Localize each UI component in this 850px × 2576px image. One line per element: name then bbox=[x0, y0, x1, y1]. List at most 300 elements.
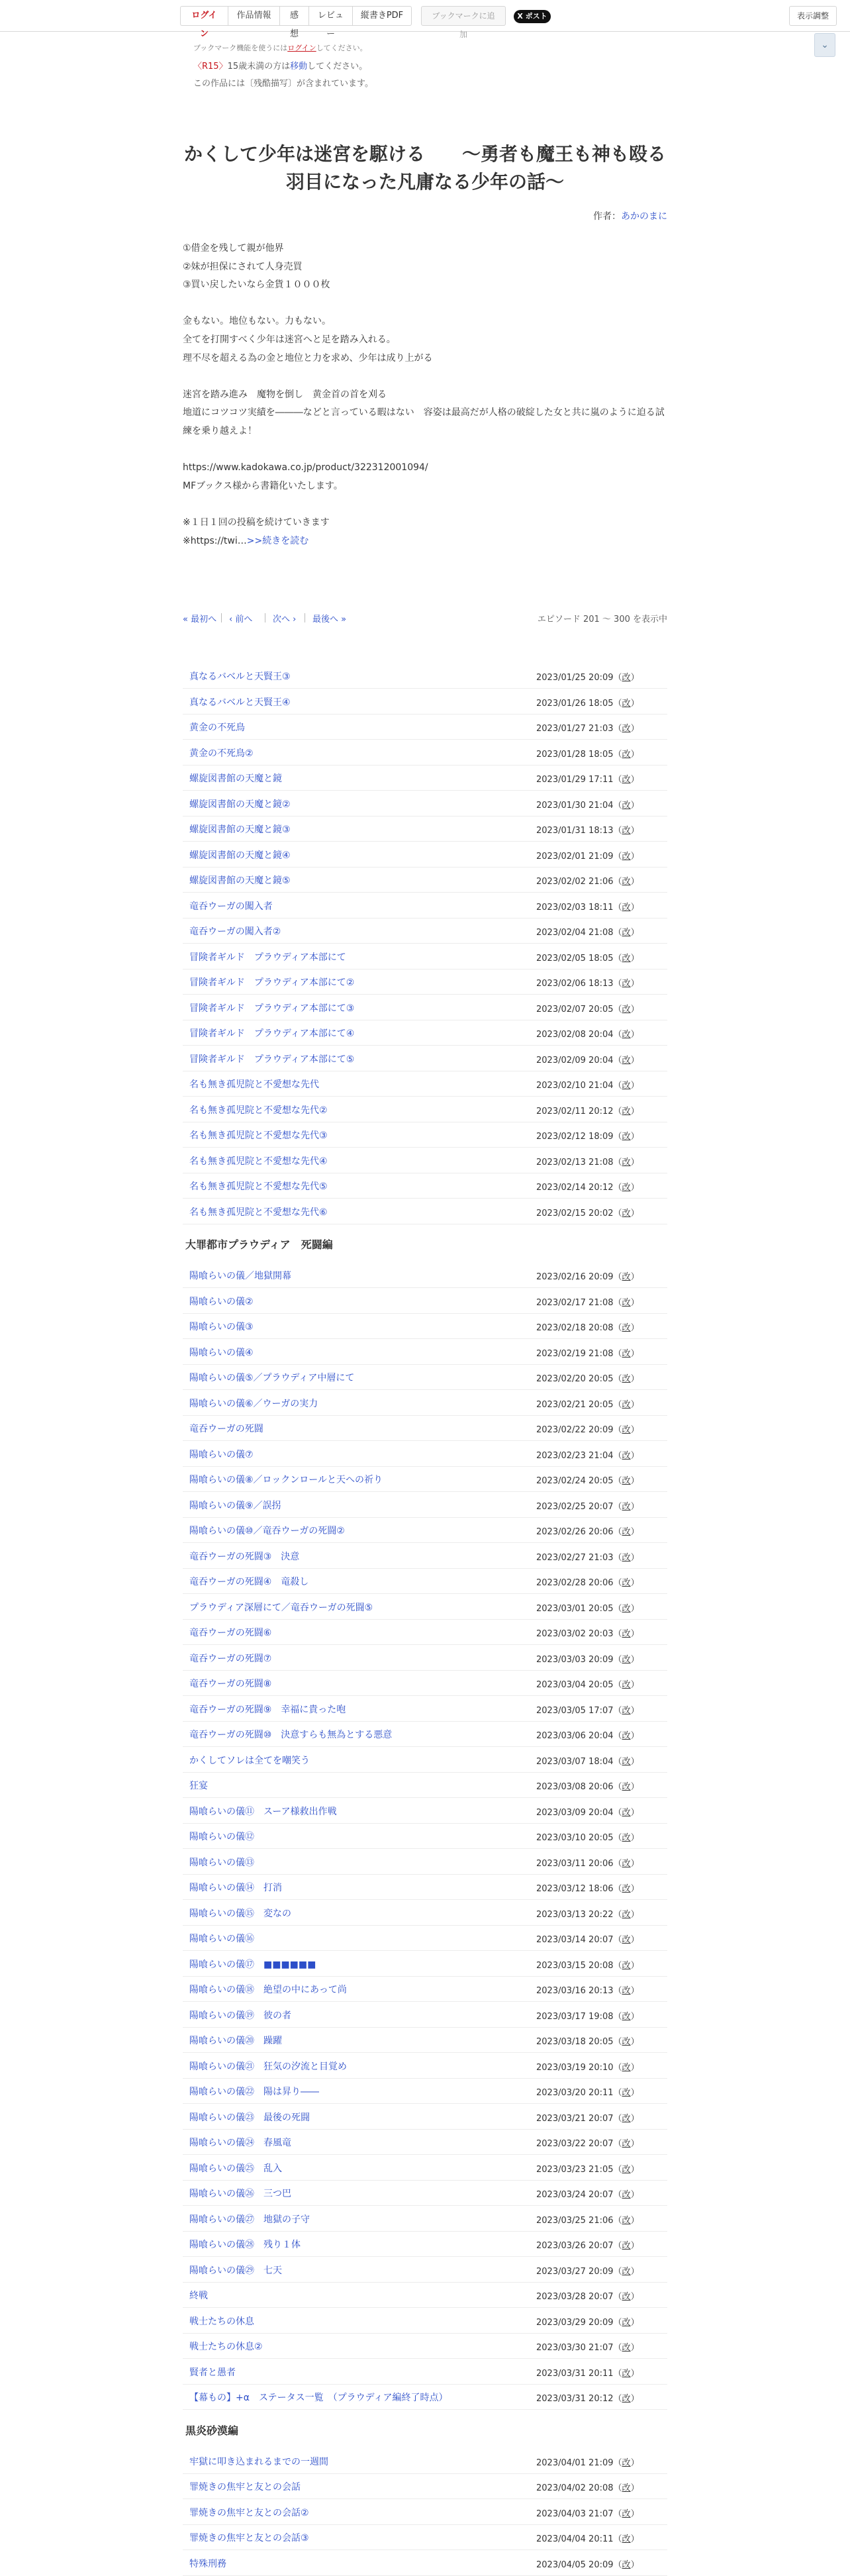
episode-title-link[interactable]: 陽喰らいの儀⑤／プラウディア中層にて bbox=[189, 1373, 355, 1383]
episode-date bbox=[536, 1728, 639, 1741]
episode-title-link[interactable]: 賢者と愚者 bbox=[189, 2367, 236, 2378]
revised-mark[interactable]: 改 bbox=[622, 1986, 631, 1996]
episode-row bbox=[183, 2155, 667, 2181]
episode-row bbox=[183, 791, 667, 817]
revised-mark[interactable]: 改 bbox=[622, 1272, 631, 1282]
episode-title-link[interactable]: 陽喰らいの儀⑧／ロックンロールと天への祈り bbox=[189, 1475, 383, 1485]
episode-title-link[interactable]: 螺旋図書館の天魔と鏡③ bbox=[189, 824, 291, 835]
episode-date-text: 2023/03/30 21:07 bbox=[536, 2343, 614, 2353]
revised-mark[interactable]: 改 bbox=[622, 2457, 631, 2468]
episode-title-link[interactable]: 狂宴 bbox=[189, 1781, 208, 1791]
paren: （ bbox=[613, 1960, 622, 1971]
episode-row bbox=[183, 2130, 667, 2155]
episode-title-link[interactable]: 螺旋図書館の天魔と鏡② bbox=[189, 799, 291, 810]
notice-area bbox=[193, 42, 670, 93]
episode-title-link[interactable]: 陽喰らいの儀⑳ 躁躍 bbox=[189, 2036, 282, 2046]
r15-move-link[interactable]: 移動 bbox=[290, 62, 308, 72]
episode-date-text: 2023/03/29 20:09 bbox=[536, 2317, 614, 2328]
revised-mark[interactable]: 改 bbox=[622, 1705, 631, 1716]
episode-title-link[interactable]: 陽喰らいの儀⑰ ■■■■■■ bbox=[189, 1959, 316, 1970]
episode-row bbox=[183, 766, 667, 791]
paren: ） bbox=[630, 673, 639, 683]
revised-mark[interactable]: 改 bbox=[622, 1603, 631, 1614]
episode-title-link[interactable]: プラウディア深層にて／竜吞ウーガの死闘⑤ bbox=[189, 1602, 373, 1613]
episode-title-link[interactable]: 罪焼きの焦牢と友との会話② bbox=[189, 2507, 309, 2518]
paren: ） bbox=[630, 1323, 639, 1333]
episode-date-text: 2023/03/20 20:11 bbox=[536, 2088, 614, 2098]
episode-date-text: 2023/02/02 21:06 bbox=[536, 877, 614, 887]
paren: （ bbox=[613, 851, 622, 862]
episode-title-link[interactable]: 螺旋図書館の天魔と鏡④ bbox=[189, 850, 291, 861]
paren: ） bbox=[630, 1909, 639, 1920]
episode-title-link[interactable]: 陽喰らいの儀④ bbox=[189, 1347, 254, 1358]
episode-title-link[interactable]: 竜吞ウーガの死闘③ 決意 bbox=[189, 1551, 300, 1562]
episode-date-text: 2023/02/20 20:05 bbox=[536, 1374, 614, 1384]
next-page-link[interactable]: 次へ › bbox=[273, 615, 297, 624]
paren: （ bbox=[613, 1782, 622, 1792]
revised-mark[interactable]: 改 bbox=[622, 2190, 631, 2200]
episode-date bbox=[536, 1027, 639, 1040]
episode-date-text: 2023/03/02 20:03 bbox=[536, 1629, 614, 1639]
episode-row bbox=[183, 1773, 667, 1798]
synopsis-line: 金もない。地位もない。力もない。 bbox=[183, 316, 331, 327]
revised-mark[interactable]: 改 bbox=[622, 1450, 631, 1461]
episode-title-link[interactable]: 冒険者ギルド プラウディア本部にて⑤ bbox=[189, 1054, 355, 1065]
revised-mark[interactable]: 改 bbox=[622, 1833, 631, 1843]
episode-date-text: 2023/03/14 20:07 bbox=[536, 1935, 614, 1945]
episode-date-text: 2023/02/17 21:08 bbox=[536, 1297, 614, 1308]
episode-title-link[interactable]: 竜吞ウーガの闖入者② bbox=[189, 926, 281, 937]
episode-date bbox=[536, 1206, 639, 1218]
episode-date bbox=[536, 1754, 639, 1767]
paren: ） bbox=[630, 1807, 639, 1818]
paren: （ bbox=[613, 2508, 622, 2519]
pager bbox=[183, 612, 667, 628]
revised-mark[interactable]: 改 bbox=[622, 1578, 631, 1588]
episode-title-link[interactable]: かくしてソレは全てを嘲笑う bbox=[189, 1755, 310, 1766]
paren: ） bbox=[630, 2559, 639, 2570]
revised-mark[interactable]: 改 bbox=[622, 1323, 631, 1333]
episode-range: エピソード 201 〜 300 を表示中 bbox=[537, 615, 667, 624]
revised-mark[interactable]: 改 bbox=[622, 800, 631, 811]
episode-title-link[interactable]: 陽喰らいの儀⑱ 絶望の中にあって尚 bbox=[189, 1985, 347, 1995]
revised-mark[interactable]: 改 bbox=[622, 2534, 631, 2544]
episode-row bbox=[183, 2385, 667, 2410]
paren: ） bbox=[630, 2011, 639, 2022]
episode-title-link[interactable]: 陽喰らいの儀⑦ bbox=[189, 1449, 254, 1460]
episode-title-link[interactable]: 陽喰らいの儀⑫ bbox=[189, 1832, 254, 1842]
episode-title-link[interactable]: 竜吞ウーガの死闘⑧ bbox=[189, 1679, 272, 1689]
review-button[interactable]: レビュー bbox=[308, 6, 352, 26]
revised-mark[interactable]: 改 bbox=[622, 1157, 631, 1167]
revised-mark[interactable]: 改 bbox=[622, 877, 631, 887]
paren: （ bbox=[613, 1030, 622, 1040]
episode-title-link[interactable]: 陽喰らいの儀③ bbox=[189, 1322, 254, 1332]
episode-title-link[interactable]: 竜吞ウーガの死闘⑦ bbox=[189, 1653, 272, 1664]
episode-date-text: 2023/03/27 20:09 bbox=[536, 2266, 614, 2277]
paren: ） bbox=[630, 698, 639, 709]
paren: （ bbox=[613, 2062, 622, 2073]
revised-mark[interactable]: 改 bbox=[622, 953, 631, 964]
revised-mark[interactable]: 改 bbox=[622, 1731, 631, 1741]
episode-row bbox=[183, 2449, 667, 2474]
episode-row bbox=[183, 2500, 667, 2525]
episode-title-link[interactable]: 陽喰らいの儀⑪ スーア様救出作戦 bbox=[189, 1806, 337, 1817]
revised-mark[interactable]: 改 bbox=[622, 2292, 631, 2302]
revised-mark[interactable]: 改 bbox=[622, 1004, 631, 1015]
revised-mark[interactable]: 改 bbox=[622, 2343, 631, 2353]
episode-date bbox=[536, 747, 639, 760]
synopsis-line: 迷宮を踏み進み 魔物を倒し 黄金首の首を刈る bbox=[183, 389, 387, 400]
revised-mark[interactable]: 改 bbox=[622, 1501, 631, 1512]
episode-row bbox=[183, 1799, 667, 1824]
display-settings-button[interactable]: 表示調整 bbox=[789, 6, 837, 26]
revised-mark[interactable]: 改 bbox=[622, 1909, 631, 1920]
episode-title-link[interactable]: 陽喰らいの儀⑥／ウーガの実力 bbox=[189, 1398, 318, 1409]
paren: （ bbox=[613, 2457, 622, 2468]
login-button[interactable]: ログイン bbox=[180, 6, 228, 26]
episode-date-text: 2023/03/11 20:06 bbox=[536, 1858, 614, 1869]
revised-mark[interactable]: 改 bbox=[622, 1629, 631, 1639]
revised-mark[interactable]: 改 bbox=[622, 826, 631, 836]
revised-mark[interactable]: 改 bbox=[622, 2088, 631, 2098]
paren: ） bbox=[630, 1552, 639, 1563]
episode-date bbox=[536, 1499, 639, 1512]
paren: （ bbox=[613, 2088, 622, 2098]
impressions-button[interactable]: 感想 bbox=[279, 6, 308, 26]
episode-row bbox=[183, 842, 667, 867]
paren: ） bbox=[630, 1450, 639, 1461]
paren: ） bbox=[630, 2457, 639, 2468]
paren: ） bbox=[630, 1782, 639, 1792]
synopsis-line bbox=[183, 368, 667, 386]
vertical-pdf-button[interactable]: 縦書きPDF bbox=[352, 6, 412, 26]
episode-title-link[interactable]: 冒険者ギルド プラウディア本部にて bbox=[189, 952, 346, 963]
episode-date-text: 2023/02/11 20:12 bbox=[536, 1106, 614, 1116]
revised-mark[interactable]: 改 bbox=[622, 2394, 631, 2404]
episode-title-link[interactable]: 名も無き孤児院と不愛想な先代⑤ bbox=[189, 1181, 328, 1192]
revised-mark[interactable]: 改 bbox=[622, 1782, 631, 1792]
episode-title-link[interactable]: 陽喰らいの儀㉑ 狂気の汐流と目覚め bbox=[189, 2061, 347, 2072]
add-bookmark-button[interactable]: ブックマークに追加 bbox=[421, 6, 506, 26]
revised-mark[interactable]: 改 bbox=[622, 2317, 631, 2328]
episode-date-text: 2023/02/05 18:05 bbox=[536, 953, 614, 964]
episode-title-link[interactable]: 名も無き孤児院と不愛想な先代⑥ bbox=[189, 1207, 328, 1218]
revised-mark[interactable]: 改 bbox=[622, 1680, 631, 1690]
episode-row bbox=[183, 2308, 667, 2334]
episode-title-link[interactable]: 竜吞ウーガの死闘 bbox=[189, 1424, 263, 1434]
episode-title-link[interactable]: 竜吞ウーガの死闘⑥ bbox=[189, 1628, 272, 1638]
prev-page-link[interactable]: ‹ 前へ bbox=[229, 615, 253, 624]
paren: （ bbox=[613, 1272, 622, 1282]
paren: （ bbox=[613, 1157, 622, 1167]
episode-row bbox=[183, 1569, 667, 1594]
revised-mark[interactable]: 改 bbox=[622, 1858, 631, 1869]
episode-date-text: 2023/04/03 21:07 bbox=[536, 2508, 614, 2519]
episode-date-text: 2023/03/04 20:05 bbox=[536, 1680, 614, 1690]
episode-title-link[interactable]: 竜吞ウーガの死闘⑨ 幸福に貴った咆 bbox=[189, 1704, 346, 1715]
paren: ） bbox=[630, 1731, 639, 1741]
paren: ） bbox=[630, 2394, 639, 2404]
revised-mark[interactable]: 改 bbox=[622, 1884, 631, 1894]
revised-mark[interactable]: 改 bbox=[622, 2241, 631, 2251]
paren: ） bbox=[630, 851, 639, 862]
paren: ） bbox=[630, 1527, 639, 1537]
episode-date-text: 2023/02/10 21:04 bbox=[536, 1081, 614, 1091]
revised-mark[interactable]: 改 bbox=[622, 2215, 631, 2226]
revised-mark[interactable]: 改 bbox=[622, 673, 631, 683]
revised-mark[interactable]: 改 bbox=[622, 1106, 631, 1116]
episode-row bbox=[183, 2232, 667, 2257]
revised-mark[interactable]: 改 bbox=[622, 2266, 631, 2277]
revised-mark[interactable]: 改 bbox=[622, 1132, 631, 1142]
revised-mark[interactable]: 改 bbox=[622, 698, 631, 709]
revised-mark[interactable]: 改 bbox=[622, 2113, 631, 2124]
episode-title-link[interactable]: 陽喰らいの儀㉙ 七天 bbox=[189, 2265, 282, 2276]
episode-title-link[interactable]: 陽喰らいの儀㉔ 春風竜 bbox=[189, 2138, 291, 2148]
episode-row bbox=[183, 1046, 667, 1071]
paren: ） bbox=[630, 1425, 639, 1435]
episode-row bbox=[183, 1595, 667, 1620]
synopsis-line: ※１日１回の投稿を続けていきます bbox=[183, 517, 330, 528]
episode-date-text: 2023/02/28 20:06 bbox=[536, 1578, 614, 1588]
episode-title-link[interactable]: 陽喰らいの儀㉓ 最後の死闘 bbox=[189, 2112, 310, 2123]
paren: （ bbox=[613, 2011, 622, 2022]
episode-title-link[interactable]: 冒険者ギルド プラウディア本部にて④ bbox=[189, 1028, 355, 1039]
paren: （ bbox=[613, 2292, 622, 2302]
episode-title-link[interactable]: 名も無き孤児院と不愛想な先代② bbox=[189, 1105, 328, 1116]
paren: ） bbox=[630, 1705, 639, 1716]
revised-mark[interactable]: 改 bbox=[622, 1374, 631, 1384]
revised-mark[interactable]: 改 bbox=[622, 1552, 631, 1563]
episode-title-link[interactable]: 竜吞ウーガの闖入者 bbox=[189, 901, 273, 912]
episode-title-link[interactable]: 竜吞ウーガの死闘④ 竜殺し bbox=[189, 1577, 309, 1587]
revised-mark[interactable]: 改 bbox=[622, 851, 631, 862]
episode-date-text: 2023/01/31 18:13 bbox=[536, 826, 614, 836]
episode-row bbox=[183, 664, 667, 689]
episode-row bbox=[183, 1722, 667, 1747]
revised-mark[interactable]: 改 bbox=[622, 1807, 631, 1818]
paren: （ bbox=[613, 1884, 622, 1894]
revised-mark[interactable]: 改 bbox=[622, 724, 631, 734]
paren: （ bbox=[613, 775, 622, 785]
revised-mark[interactable]: 改 bbox=[622, 775, 631, 785]
paren: ） bbox=[630, 1208, 639, 1218]
paren: （ bbox=[613, 1756, 622, 1767]
paren: （ bbox=[613, 1476, 622, 1486]
episode-title-link[interactable]: 陽喰らいの儀㉘ 残り１体 bbox=[189, 2240, 301, 2250]
revised-mark[interactable]: 改 bbox=[622, 902, 631, 913]
episode-title-link[interactable]: 名も無き孤児院と不愛想な先代 bbox=[189, 1079, 319, 1090]
episode-title-link[interactable]: 【幕もの】+α ステータス一覧 （プラウディア編終了時点） bbox=[189, 2393, 448, 2403]
episode-title-link[interactable]: 陽喰らいの儀⑨／誤拐 bbox=[189, 1500, 281, 1511]
episode-date bbox=[536, 670, 639, 683]
paren: ） bbox=[630, 2292, 639, 2302]
episode-title-link[interactable]: 冒険者ギルド プラウディア本部にて③ bbox=[189, 1003, 355, 1014]
episode-date bbox=[536, 1779, 639, 1792]
revised-mark[interactable]: 改 bbox=[622, 2508, 631, 2519]
episode-title-link[interactable]: 名も無き孤児院と不愛想な先代③ bbox=[189, 1130, 328, 1141]
episode-row bbox=[183, 1493, 667, 1518]
episode-date-text: 2023/03/07 18:04 bbox=[536, 1756, 614, 1767]
episode-title-link[interactable]: 陽喰らいの儀⑲ 彼の者 bbox=[189, 2010, 291, 2021]
episode-title-link[interactable]: 黄金の不死鳥② bbox=[189, 748, 254, 759]
paren: ） bbox=[630, 1030, 639, 1040]
revised-mark[interactable]: 改 bbox=[622, 1527, 631, 1537]
revised-mark[interactable]: 改 bbox=[622, 2139, 631, 2149]
episode-row bbox=[183, 2028, 667, 2053]
revised-mark[interactable]: 改 bbox=[622, 1960, 631, 1971]
paren: ） bbox=[630, 1884, 639, 1894]
revised-mark[interactable]: 改 bbox=[622, 1081, 631, 1091]
synopsis-line bbox=[183, 495, 667, 514]
episode-date bbox=[536, 2557, 639, 2570]
read-more-link[interactable]: >>続きを読む bbox=[246, 535, 309, 546]
episode-date bbox=[536, 1371, 639, 1384]
episode-title-link[interactable]: 真なるバベルと天賢王④ bbox=[189, 697, 291, 708]
r15-text: 15歳未満の方は bbox=[227, 62, 291, 72]
paren: （ bbox=[613, 2139, 622, 2149]
episode-date bbox=[536, 1346, 639, 1359]
revised-mark[interactable]: 改 bbox=[622, 749, 631, 760]
episode-date-text: 2023/04/02 20:08 bbox=[536, 2483, 614, 2493]
episode-row bbox=[183, 1926, 667, 1951]
paren: ） bbox=[630, 979, 639, 989]
episode-title-link[interactable]: 螺旋図書館の天魔と鏡⑤ bbox=[189, 875, 291, 886]
paren: （ bbox=[613, 2266, 622, 2277]
episode-title-link[interactable]: 陽喰らいの儀㉕ 乱入 bbox=[189, 2163, 282, 2174]
revised-mark[interactable]: 改 bbox=[622, 1935, 631, 1945]
episode-row bbox=[183, 1518, 667, 1543]
x-post-button[interactable]: X ポスト bbox=[514, 10, 551, 23]
revised-mark[interactable]: 改 bbox=[622, 2037, 631, 2047]
episode-title-link[interactable]: 戦士たちの休息② bbox=[189, 2342, 263, 2352]
episode-date-text: 2023/03/15 20:08 bbox=[536, 1960, 614, 1971]
paren: ） bbox=[630, 1680, 639, 1690]
episode-title-link[interactable]: 名も無き孤児院と不愛想な先代④ bbox=[189, 1156, 328, 1167]
episode-title-link[interactable]: 終戦 bbox=[189, 2291, 208, 2301]
first-page-link[interactable]: « 最初へ bbox=[183, 615, 217, 624]
paren: （ bbox=[613, 1909, 622, 1920]
episode-date bbox=[536, 2481, 639, 2493]
revised-mark[interactable]: 改 bbox=[622, 2062, 631, 2073]
episode-date bbox=[536, 1295, 639, 1308]
episode-date-text: 2023/02/15 20:02 bbox=[536, 1208, 614, 1218]
episode-title-link[interactable]: 竜吞ウーガの死闘⑩ 決意すらも無為とする悪意 bbox=[189, 1730, 393, 1740]
bookmark-login-link[interactable]: ログイン bbox=[287, 44, 316, 52]
episode-row bbox=[183, 2283, 667, 2308]
episode-date bbox=[536, 1550, 639, 1563]
episode-title-link[interactable]: 陽喰らいの儀㉖ 三つ巴 bbox=[189, 2189, 291, 2199]
episode-title-link[interactable]: 真なるバベルと天賢王③ bbox=[189, 671, 291, 682]
revised-mark[interactable]: 改 bbox=[622, 928, 631, 938]
r15-tag: 〈R15〉 bbox=[193, 62, 228, 72]
revised-mark[interactable]: 改 bbox=[622, 1476, 631, 1486]
episode-date bbox=[536, 1422, 639, 1435]
paren: （ bbox=[613, 953, 622, 964]
episode-row bbox=[183, 2181, 667, 2206]
episode-row bbox=[183, 1391, 667, 1416]
revised-mark[interactable]: 改 bbox=[622, 1055, 631, 1065]
episode-date bbox=[536, 951, 639, 964]
paren: （ bbox=[613, 1935, 622, 1945]
episode-date bbox=[536, 900, 639, 913]
episode-title-link[interactable]: 牢獄に叩き込まれるまでの一週間 bbox=[189, 2456, 328, 2467]
episode-title-link[interactable]: 陽喰らいの儀㉗ 地獄の子守 bbox=[189, 2214, 310, 2225]
episode-date-text: 2023/03/01 20:05 bbox=[536, 1603, 614, 1614]
revised-mark[interactable]: 改 bbox=[622, 979, 631, 989]
episode-date-text: 2023/04/05 20:09 bbox=[536, 2559, 614, 2570]
author-link[interactable]: あかのまに bbox=[621, 211, 667, 222]
chevron-down-icon[interactable]: ⌄ bbox=[814, 33, 835, 57]
revised-mark[interactable]: 改 bbox=[622, 1183, 631, 1193]
episode-title-link[interactable]: 陽喰らいの儀② bbox=[189, 1296, 254, 1307]
top-toolbar bbox=[0, 0, 850, 39]
paren: （ bbox=[613, 877, 622, 887]
revised-mark[interactable]: 改 bbox=[622, 2559, 631, 2570]
episode-title-link[interactable]: 螺旋図書館の天魔と鏡 bbox=[189, 773, 282, 784]
episode-title-link[interactable]: 罪焼きの焦牢と友との会話 bbox=[189, 2482, 301, 2493]
episode-date-text: 2023/01/30 21:04 bbox=[536, 800, 614, 811]
episode-title-link[interactable]: 陽喰らいの儀／地獄開幕 bbox=[189, 1271, 291, 1281]
episode-title-link[interactable]: 陽喰らいの儀⑯ bbox=[189, 1934, 254, 1944]
episode-row bbox=[183, 1697, 667, 1722]
episode-title-link[interactable]: 特殊刑務 bbox=[189, 2558, 226, 2569]
episode-title-link[interactable]: 冒険者ギルド プラウディア本部にて② bbox=[189, 977, 355, 988]
episode-title-link[interactable]: 陽喰らいの儀⑬ bbox=[189, 1857, 254, 1868]
revised-mark[interactable]: 改 bbox=[622, 2011, 631, 2022]
revised-mark[interactable]: 改 bbox=[622, 2164, 631, 2175]
episode-date bbox=[536, 2340, 639, 2353]
paren: （ bbox=[613, 1183, 622, 1193]
paren: （ bbox=[613, 1208, 622, 1218]
revised-mark[interactable]: 改 bbox=[622, 1756, 631, 1767]
revised-mark[interactable]: 改 bbox=[622, 1030, 631, 1040]
paren: ） bbox=[630, 2483, 639, 2493]
episode-title-link[interactable]: 戦士たちの休息 bbox=[189, 2316, 254, 2327]
episode-date-text: 2023/03/16 20:13 bbox=[536, 1986, 614, 1996]
revised-mark[interactable]: 改 bbox=[622, 2483, 631, 2493]
revised-mark[interactable]: 改 bbox=[622, 1348, 631, 1359]
episode-row bbox=[183, 2359, 667, 2385]
episode-date-text: 2023/02/12 18:09 bbox=[536, 1132, 614, 1142]
episode-title-link[interactable]: 陽喰らいの儀⑭ 打消 bbox=[189, 1883, 282, 1893]
episode-date-text: 2023/04/01 21:09 bbox=[536, 2457, 614, 2468]
episode-title-link[interactable]: 黄金の不死鳥 bbox=[189, 722, 245, 733]
revised-mark[interactable]: 改 bbox=[622, 1208, 631, 1218]
episode-title-link[interactable]: 罪焼きの焦牢と友との会話③ bbox=[189, 2533, 309, 2544]
paren: （ bbox=[613, 2113, 622, 2124]
work-info-button[interactable]: 作品情報 bbox=[228, 6, 279, 26]
paren: （ bbox=[613, 1680, 622, 1690]
synopsis-line: ②妹が担保にされて人身売買 bbox=[183, 261, 303, 272]
revised-mark[interactable]: 改 bbox=[622, 1425, 631, 1435]
revised-mark[interactable]: 改 bbox=[622, 1297, 631, 1308]
episode-date bbox=[536, 1703, 639, 1716]
paren: （ bbox=[613, 1629, 622, 1639]
paren: ） bbox=[630, 2037, 639, 2047]
revised-mark[interactable]: 改 bbox=[622, 1654, 631, 1665]
episode-row bbox=[183, 867, 667, 893]
episode-title-link[interactable]: 陽喰らいの儀㉒ 陽は昇り―― bbox=[189, 2087, 319, 2097]
episode-title-link[interactable]: 陽喰らいの儀⑩／竜吞ウーガの死闘② bbox=[189, 1526, 345, 1536]
episode-date-text: 2023/02/25 20:07 bbox=[536, 1501, 614, 1512]
last-page-link[interactable]: 最後へ » bbox=[312, 615, 347, 624]
revised-mark[interactable]: 改 bbox=[622, 1399, 631, 1410]
episode-title-link[interactable]: 陽喰らいの儀⑮ 変なの bbox=[189, 1908, 291, 1919]
revised-mark[interactable]: 改 bbox=[622, 2368, 631, 2379]
episode-row bbox=[183, 1340, 667, 1365]
